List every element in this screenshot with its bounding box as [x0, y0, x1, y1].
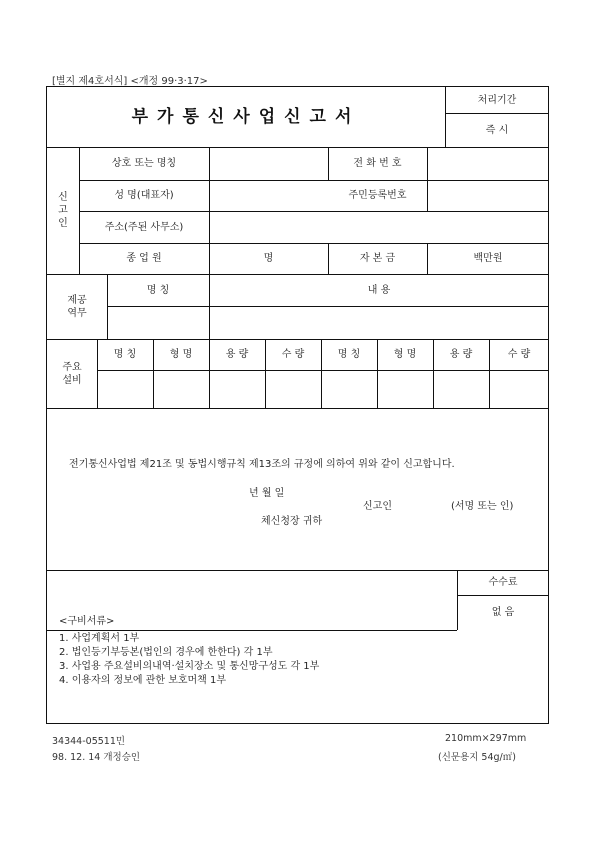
fee-value: 없 음 [491, 607, 515, 618]
equipment-col-model: 형 명 [393, 349, 417, 360]
equipment-quantity-field[interactable] [490, 371, 549, 408]
equipment-capacity-field[interactable] [210, 371, 265, 408]
representative-name-field[interactable] [209, 181, 327, 211]
attachments-heading: <구비서류> [59, 616, 115, 627]
equipment-col-model: 형 명 [169, 349, 193, 360]
equipment-col-name: 명 칭 [113, 349, 137, 360]
employees-label: 종 업 원 [126, 253, 162, 264]
applicant-signature-label: 신고인 [363, 501, 392, 512]
equipment-model-field[interactable] [154, 371, 209, 408]
declaration-date: 년 월 일 [249, 488, 285, 499]
resident-number-label: 주민등록번호 [348, 190, 407, 201]
equipment-name-field[interactable] [322, 371, 377, 408]
signature-seal-label: (서명 또는 인) [451, 501, 514, 512]
applicant-section-label: 신 고 인 [58, 192, 68, 229]
phone-label: 전 화 번 호 [353, 158, 402, 169]
equipment-quantity-field[interactable] [266, 371, 321, 408]
address-label: 주소(주된 사무소) [104, 221, 184, 233]
form-header: [별지 제4호서식] <개정 99·3·17> [52, 76, 208, 87]
capital-unit: 백만원 [473, 253, 503, 264]
service-content-field[interactable] [209, 307, 549, 339]
attachment-item: 4. 이용자의 정보에 관한 보호머책 1부 [59, 675, 227, 686]
form-frame [46, 86, 549, 724]
paper-type: (신문용지 54g/㎡) [438, 752, 516, 763]
equipment-col-quantity: 수 량 [507, 349, 531, 360]
employees-unit: 명 [263, 253, 274, 264]
form-number: 34344-05511민 [52, 736, 126, 747]
trade-name-field[interactable] [209, 148, 328, 180]
resident-number-field[interactable] [427, 181, 549, 211]
capital-label: 자 본 금 [359, 253, 396, 264]
service-section-label: 제공 역무 [67, 294, 87, 319]
paper-size: 210mm×297mm [445, 733, 527, 744]
attachment-item: 2. 법인등기부등본(법인의 경우에 한한다) 각 1부 [59, 647, 273, 658]
fee-label: 수수료 [488, 577, 518, 588]
equipment-model-field[interactable] [378, 371, 433, 408]
equipment-section-label: 주요 설비 [62, 361, 82, 386]
recipient-label: 체신청장 귀하 [261, 516, 323, 527]
processing-period-value: 즉 시 [485, 124, 509, 136]
approval-date: 98. 12. 14 개정승인 [52, 752, 141, 763]
equipment-col-quantity: 수 량 [281, 349, 305, 360]
representative-name-label: 성 명(대표자) [114, 190, 174, 201]
attachment-item: 3. 사업용 주요설비의내역·설치장소 및 통신망구성도 각 1부 [59, 661, 320, 672]
phone-field[interactable] [427, 148, 549, 180]
equipment-col-capacity: 용 량 [449, 349, 473, 360]
attachment-item: 1. 사업계획서 1부 [59, 633, 140, 644]
declaration-statement: 전기통신사업법 제21조 및 동법시행규칙 제13조의 규정에 의하여 위와 같이 신고합니다. [69, 459, 455, 470]
equipment-capacity-field[interactable] [434, 371, 489, 408]
trade-name-label: 상호 또는 명칭 [111, 158, 177, 169]
form-title: 부가통신사업신고서 [131, 106, 361, 127]
equipment-col-name: 명 칭 [337, 349, 361, 360]
processing-period-label: 처리기간 [477, 94, 517, 106]
service-content-label: 내 용 [367, 284, 391, 296]
service-name-label: 명 칭 [146, 284, 170, 296]
equipment-name-field[interactable] [98, 371, 153, 408]
service-name-field[interactable] [107, 307, 209, 339]
address-field[interactable] [209, 212, 549, 243]
equipment-col-capacity: 용 량 [225, 349, 249, 360]
